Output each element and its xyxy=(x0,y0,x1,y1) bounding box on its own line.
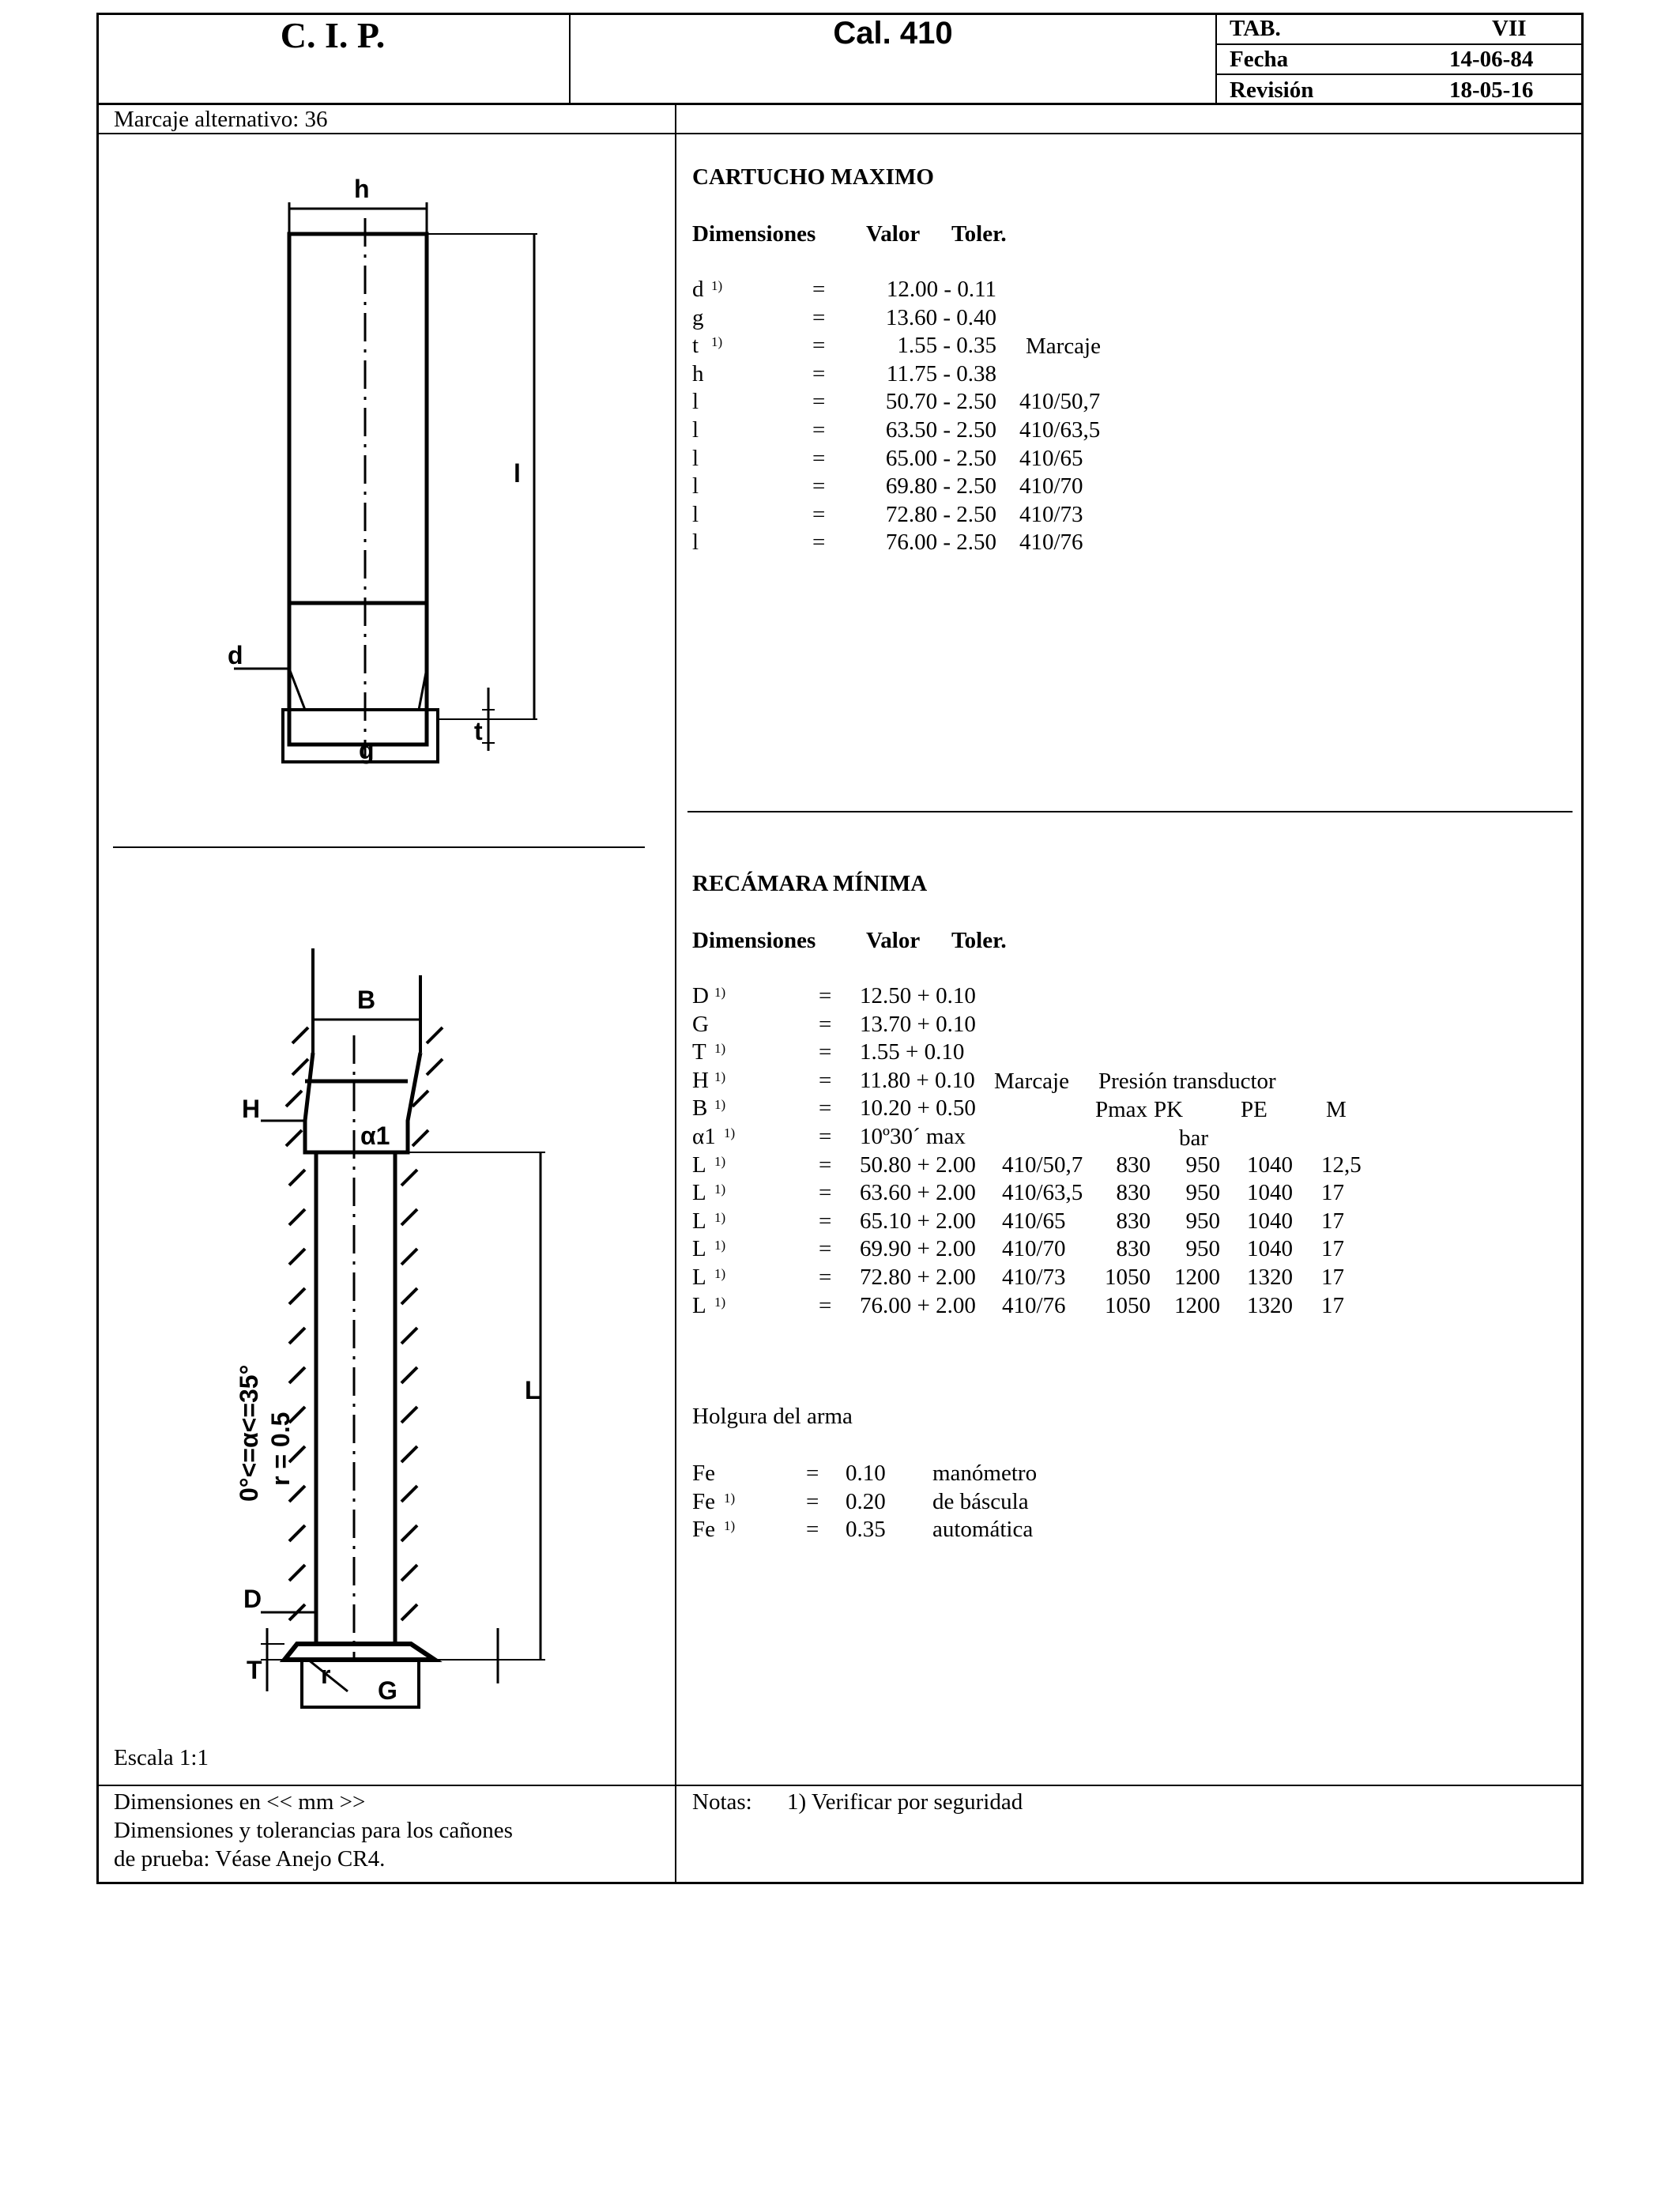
row-equals: = xyxy=(819,1208,832,1234)
row-value: 69.80 - 2.50 xyxy=(885,473,996,499)
row-value: 10º30´ max xyxy=(860,1124,966,1149)
row-value: 69.90 + 2.00 xyxy=(860,1236,976,1262)
row-symbol: L xyxy=(692,1208,706,1234)
row-value: 11.75 - 0.38 xyxy=(886,360,996,386)
recamara-pk-label: PK xyxy=(1154,1097,1184,1122)
row-footnote: 1) xyxy=(711,278,723,293)
row-equals: = xyxy=(819,1265,832,1290)
row-symbol: D xyxy=(692,983,709,1008)
recamara-title: RECÁMARA MÍNIMA xyxy=(692,871,928,896)
chamber-label-G: G xyxy=(378,1676,397,1705)
row-equals: = xyxy=(812,445,826,471)
cartridge-label-l: l xyxy=(514,459,521,488)
cartucho-marcaje-label: Marcaje xyxy=(1026,334,1101,359)
row-symbol: B xyxy=(692,1095,708,1122)
chamber-label-H: H xyxy=(242,1095,261,1123)
row-marking: 410/50,7 xyxy=(1002,1152,1083,1178)
row-value: 1.55 - 0.35 xyxy=(897,333,996,359)
row-value: 0.20 xyxy=(846,1488,886,1514)
row-marking: 410/73 xyxy=(1019,501,1083,527)
row-marking: 410/70 xyxy=(1002,1236,1066,1262)
caliber-title: Cal. 410 xyxy=(833,16,953,51)
row-symbol: l xyxy=(692,417,699,443)
row-marking: 410/63,5 xyxy=(1019,417,1101,443)
row-footnote: 1) xyxy=(711,334,723,350)
row-equals: = xyxy=(812,360,826,386)
row-value: 12.00 - 0.11 xyxy=(886,277,996,302)
row-equals: = xyxy=(819,983,832,1008)
row-symbol: l xyxy=(692,473,699,499)
row-pe: 1040 xyxy=(1247,1236,1293,1262)
row-footnote: 1) xyxy=(714,1238,726,1253)
row-footnote: 1) xyxy=(714,985,726,1000)
row-marking: 410/65 xyxy=(1019,445,1083,471)
row-symbol: g xyxy=(692,304,704,330)
row-marking: 410/76 xyxy=(1002,1292,1066,1318)
recamara-presion-label: Presión transductor xyxy=(1098,1069,1276,1094)
row-pmax: 830 xyxy=(1116,1236,1151,1262)
row-marking: 410/73 xyxy=(1002,1265,1066,1290)
row-equals: = xyxy=(819,1039,832,1065)
row-pk: 950 xyxy=(1185,1180,1220,1206)
recamara-pe-label: PE xyxy=(1241,1097,1268,1122)
row-pk: 1200 xyxy=(1174,1292,1220,1318)
footer-notes-text: 1) Verificar por seguridad xyxy=(787,1789,1023,1815)
org-title: C. I. P. xyxy=(280,15,386,55)
row-value: 13.60 - 0.40 xyxy=(885,304,996,330)
row-footnote: 1) xyxy=(714,1153,726,1169)
row-symbol: G xyxy=(692,1011,709,1037)
row-value: 76.00 - 2.50 xyxy=(885,530,996,556)
row-equals: = xyxy=(819,1152,832,1178)
row-pmax: 830 xyxy=(1116,1152,1151,1178)
tab-label: TAB. xyxy=(1230,16,1281,41)
recamara-col-tol: Toler. xyxy=(951,928,1007,953)
cartridge-label-t: t xyxy=(474,717,483,745)
footer-notes-label: Notas: xyxy=(692,1789,752,1815)
chamber-label-D: D xyxy=(243,1585,262,1613)
row-m: 17 xyxy=(1321,1265,1344,1290)
recamara-col-dim: Dimensiones xyxy=(692,928,816,953)
chamber-label-r: r xyxy=(321,1661,331,1689)
row-value: 50.70 - 2.50 xyxy=(885,389,996,415)
row-symbol: L xyxy=(692,1265,706,1290)
row-footnote: 1) xyxy=(714,1294,726,1310)
row-pk: 1200 xyxy=(1174,1265,1220,1290)
row-footnote: 1) xyxy=(714,1182,726,1197)
row-marking: 410/65 xyxy=(1002,1208,1066,1234)
row-symbol: l xyxy=(692,389,699,415)
row-value: 63.50 - 2.50 xyxy=(885,417,996,443)
row-pmax: 1050 xyxy=(1105,1265,1151,1290)
row-symbol: L xyxy=(692,1180,706,1206)
recamara-col-val: Valor xyxy=(866,928,921,953)
row-symbol: α1 xyxy=(692,1124,716,1149)
chamber-label-T: T xyxy=(247,1656,262,1684)
chamber-rim xyxy=(302,1660,419,1707)
row-footnote: 1) xyxy=(714,1209,726,1225)
row-pmax: 830 xyxy=(1116,1208,1151,1234)
row-equals: = xyxy=(819,1011,832,1037)
row-description: manómetro xyxy=(932,1461,1038,1486)
row-footnote: 1) xyxy=(714,1041,726,1057)
row-equals: = xyxy=(819,1095,832,1122)
row-value: 11.80 + 0.10 xyxy=(860,1067,975,1093)
row-pmax: 830 xyxy=(1116,1180,1151,1206)
row-symbol: t xyxy=(692,333,699,359)
row-pk: 950 xyxy=(1185,1152,1220,1178)
chamber-label-B: B xyxy=(357,986,376,1014)
row-symbol: L xyxy=(692,1236,706,1262)
revision-value: 18-05-16 xyxy=(1449,77,1534,103)
cartucho-col-val: Valor xyxy=(866,221,921,247)
row-marking: 410/76 xyxy=(1019,530,1083,556)
row-footnote: 1) xyxy=(724,1518,736,1534)
row-pe: 1040 xyxy=(1247,1208,1293,1234)
row-marking: 410/63,5 xyxy=(1002,1180,1083,1206)
row-equals: = xyxy=(806,1517,819,1543)
row-symbol: L xyxy=(692,1292,706,1318)
cartridge-body xyxy=(289,234,427,745)
cartucho-col-tol: Toler. xyxy=(951,221,1007,247)
chamber-label-alpha: α1 xyxy=(360,1122,390,1150)
row-m: 17 xyxy=(1321,1180,1344,1206)
row-equals: = xyxy=(812,417,826,443)
footer-dims-line2: Dimensiones y tolerancias para los cañones xyxy=(114,1818,513,1843)
row-marking: 410/50,7 xyxy=(1019,389,1101,415)
holgura-title: Holgura del arma xyxy=(692,1404,853,1429)
row-equals: = xyxy=(812,473,826,499)
row-equals: = xyxy=(819,1180,832,1206)
row-footnote: 1) xyxy=(724,1125,736,1140)
row-value: 72.80 - 2.50 xyxy=(885,501,996,527)
row-footnote: 1) xyxy=(714,1069,726,1084)
row-description: automática xyxy=(932,1517,1034,1543)
row-value: 0.35 xyxy=(846,1517,886,1543)
row-symbol: T xyxy=(692,1039,706,1065)
tab-value: VII xyxy=(1492,16,1527,41)
row-equals: = xyxy=(812,501,826,527)
chamber-label-L: L xyxy=(525,1376,541,1404)
row-equals: = xyxy=(812,530,826,556)
row-m: 17 xyxy=(1321,1208,1344,1234)
row-pe: 1040 xyxy=(1247,1180,1293,1206)
row-equals: = xyxy=(812,277,826,302)
cartridge-label-d: d xyxy=(228,641,243,669)
row-footnote: 1) xyxy=(724,1490,736,1506)
footer-dims-line3: de prueba: Véase Anejo CR4. xyxy=(114,1846,386,1872)
row-pk: 950 xyxy=(1185,1236,1220,1262)
row-value: 13.70 + 0.10 xyxy=(860,1011,976,1037)
row-value: 12.50 + 0.10 xyxy=(860,983,976,1008)
row-equals: = xyxy=(812,304,826,330)
row-footnote: 1) xyxy=(714,1097,726,1113)
row-symbol: Fe xyxy=(692,1488,715,1514)
row-m: 17 xyxy=(1321,1236,1344,1262)
row-pe: 1320 xyxy=(1247,1292,1293,1318)
row-value: 10.20 + 0.50 xyxy=(860,1095,976,1122)
row-symbol: H xyxy=(692,1067,709,1093)
row-pk: 950 xyxy=(1185,1208,1220,1234)
cartridge-label-h: h xyxy=(354,175,370,203)
row-footnote: 1) xyxy=(714,1266,726,1281)
recamara-bar-label: bar xyxy=(1179,1125,1209,1151)
row-equals: = xyxy=(819,1124,832,1149)
row-symbol: h xyxy=(692,360,704,386)
row-value: 65.00 - 2.50 xyxy=(885,445,996,471)
chamber-angle-note: 0°<=α<=35° xyxy=(235,1364,263,1502)
row-value: 50.80 + 2.00 xyxy=(860,1152,976,1178)
row-equals: = xyxy=(819,1292,832,1318)
row-value: 76.00 + 2.00 xyxy=(860,1292,976,1318)
row-symbol: l xyxy=(692,445,699,471)
row-equals: = xyxy=(812,333,826,359)
chamber-drawing xyxy=(103,948,672,1723)
row-equals: = xyxy=(819,1067,832,1093)
row-value: 0.10 xyxy=(846,1461,886,1486)
row-value: 72.80 + 2.00 xyxy=(860,1265,976,1290)
row-pe: 1320 xyxy=(1247,1265,1293,1290)
alt-marking: Marcaje alternativo: 36 xyxy=(114,107,328,132)
row-marking: 410/70 xyxy=(1019,473,1083,499)
row-symbol: L xyxy=(692,1152,706,1178)
cartucho-col-dim: Dimensiones xyxy=(692,221,816,247)
recamara-marcaje-label: Marcaje xyxy=(994,1069,1069,1094)
scale-label: Escala 1:1 xyxy=(114,1745,209,1770)
cartridge-label-g: g xyxy=(359,736,375,764)
chamber-hatching xyxy=(286,1027,443,1620)
row-description: de báscula xyxy=(932,1488,1029,1514)
fecha-value: 14-06-84 xyxy=(1449,47,1534,72)
row-equals: = xyxy=(806,1488,819,1514)
row-value: 1.55 + 0.10 xyxy=(860,1039,965,1065)
row-value: 65.10 + 2.00 xyxy=(860,1208,976,1234)
row-symbol: Fe xyxy=(692,1517,715,1543)
cartucho-title: CARTUCHO MAXIMO xyxy=(692,164,934,190)
chamber-radius-note: r = 0.5 xyxy=(266,1412,295,1486)
revision-label: Revisión xyxy=(1230,77,1314,103)
row-m: 12,5 xyxy=(1321,1152,1362,1178)
row-equals: = xyxy=(812,389,826,415)
row-pmax: 1050 xyxy=(1105,1292,1151,1318)
cartridge-drawing xyxy=(103,142,672,775)
row-value: 63.60 + 2.00 xyxy=(860,1180,976,1206)
row-pe: 1040 xyxy=(1247,1152,1293,1178)
row-m: 17 xyxy=(1321,1292,1344,1318)
recamara-m-label: M xyxy=(1326,1097,1347,1122)
row-symbol: l xyxy=(692,501,699,527)
row-symbol: l xyxy=(692,530,699,556)
footer-dims-line1: Dimensiones en << mm >> xyxy=(114,1789,366,1815)
row-equals: = xyxy=(806,1461,819,1486)
row-symbol: Fe xyxy=(692,1461,715,1486)
row-symbol: d xyxy=(692,277,704,302)
fecha-label: Fecha xyxy=(1230,47,1289,72)
row-equals: = xyxy=(819,1236,832,1262)
recamara-pmax-label: Pmax xyxy=(1095,1097,1148,1122)
